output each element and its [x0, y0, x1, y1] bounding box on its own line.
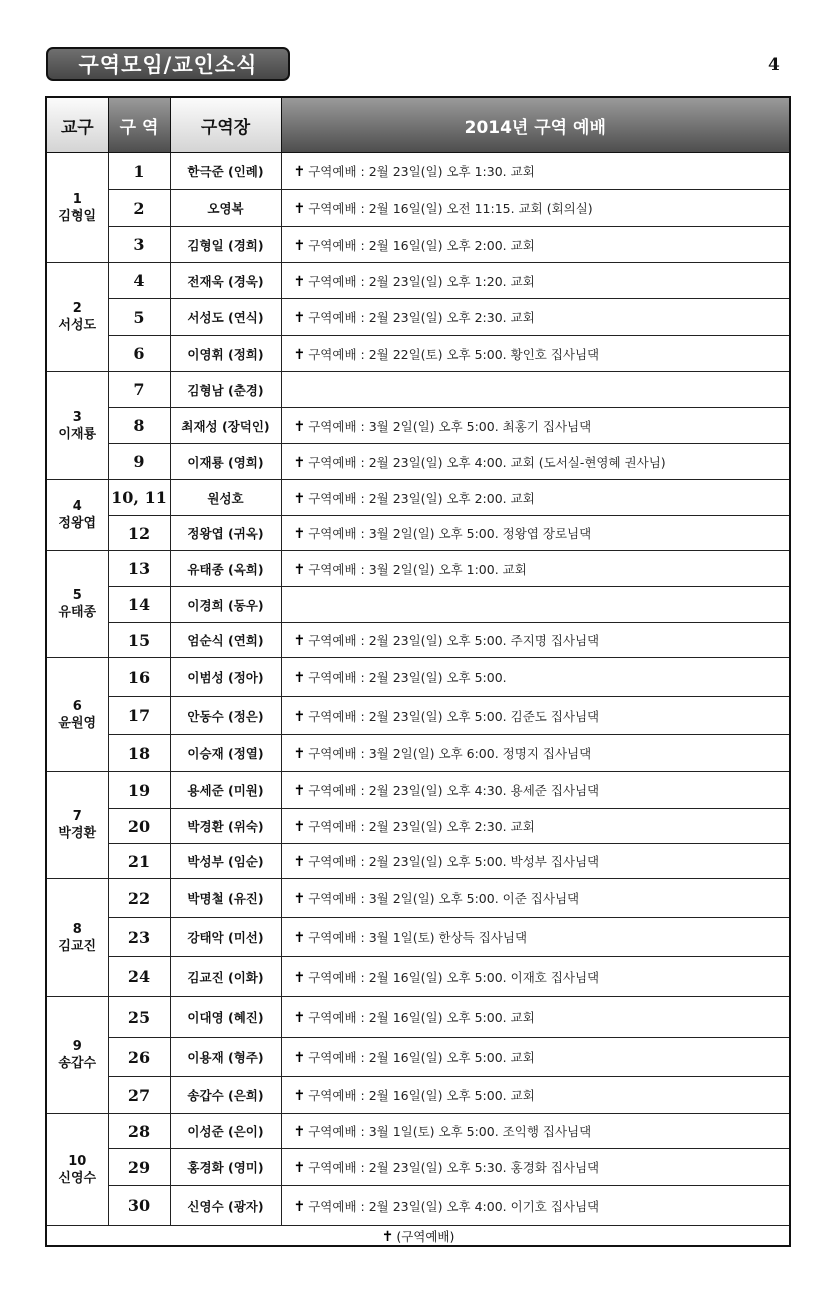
table-body	[46, 153, 790, 1247]
cross-icon: ✝	[293, 746, 306, 762]
cell-district-number: 29	[108, 1149, 170, 1186]
cell-leader: 이경희 (동우)	[170, 587, 281, 623]
service-text: 구역예배 : 2월 23일(일) 오후 5:30. 홍경화 집사님댁	[308, 1160, 600, 1175]
district-number: 10	[68, 1153, 87, 1169]
cell-service	[281, 299, 790, 336]
footer-note-text: (구역예배)	[396, 1228, 455, 1244]
cell-leader: 이성준 (은이)	[170, 1114, 281, 1149]
table-header-row	[46, 97, 790, 153]
cross-icon: ✝	[293, 783, 306, 799]
cell-service	[281, 735, 790, 772]
cross-icon: ✝	[293, 273, 306, 290]
service-text: 구역예배 : 2월 23일(일) 오후 4:00. 교회 (도서실-현영혜 권사님)	[308, 454, 666, 470]
cell-service	[281, 480, 790, 516]
table-row	[46, 408, 790, 444]
cross-icon: ✝	[293, 526, 306, 542]
service-text: 구역예배 : 2월 23일(일) 오후 2:00. 교회	[308, 490, 535, 506]
district-cell	[46, 772, 108, 879]
cell-district-number: 21	[108, 844, 170, 879]
cross-icon: ✝	[293, 418, 306, 435]
cell-service	[281, 227, 790, 263]
cross-icon: ✝	[293, 930, 306, 946]
cell-service	[281, 957, 790, 997]
cell-district-number: 28	[108, 1114, 170, 1149]
cell-leader: 신영수 (광자)	[170, 1186, 281, 1226]
table-row	[46, 372, 790, 408]
cell-leader: 박성부 (임순)	[170, 844, 281, 879]
district-number: 2	[72, 301, 82, 316]
table-row	[46, 1114, 790, 1149]
footer-row	[46, 1226, 790, 1247]
page-number: 4	[768, 55, 780, 75]
cell-district-number: 18	[108, 735, 170, 772]
cell-service	[281, 190, 790, 227]
service-text: 구역예배 : 2월 16일(일) 오전 11:15. 교회 (회의실)	[308, 201, 593, 216]
table-row	[46, 957, 790, 997]
service-text: 구역예배 : 3월 2일(일) 오후 1:00. 교회	[308, 561, 527, 577]
table-row	[46, 1149, 790, 1186]
district-cell	[46, 480, 108, 551]
service-text: 구역예배 : 2월 23일(일) 오후 1:20. 교회	[308, 273, 535, 289]
district-cell	[46, 658, 108, 772]
cross-icon: ✝	[293, 561, 306, 578]
table-row	[46, 844, 790, 879]
district-name: 정왕엽	[58, 516, 97, 531]
district-cell	[46, 551, 108, 658]
cross-icon: ✝	[293, 1050, 306, 1066]
cell-leader: 서성도 (연식)	[170, 299, 281, 336]
table-row	[46, 299, 790, 336]
cell-service	[281, 658, 790, 697]
cell-service	[281, 551, 790, 587]
cell-service	[281, 372, 790, 408]
cell-leader: 강태악 (미선)	[170, 918, 281, 957]
table-row	[46, 227, 790, 263]
table-row	[46, 444, 790, 480]
service-text: 구역예배 : 2월 23일(일) 오후 4:30. 용세준 집사님댁	[308, 783, 600, 798]
table-row	[46, 587, 790, 623]
service-text: 구역예배 : 3월 1일(토) 오후 5:00. 조익행 집사님댁	[308, 1124, 592, 1139]
district-number: 4	[72, 499, 82, 514]
cell-service	[281, 809, 790, 844]
service-text: 구역예배 : 3월 2일(일) 오후 5:00. 정왕엽 장로님댁	[308, 526, 592, 541]
table-row	[46, 623, 790, 658]
service-text: 구역예배 : 2월 23일(일) 오후 5:00. 주지명 집사님댁	[308, 633, 600, 648]
cell-leader: 전재욱 (경욱)	[170, 263, 281, 299]
cell-district-number: 23	[108, 918, 170, 957]
district-cell	[46, 263, 108, 372]
cross-icon: ✝	[293, 819, 306, 835]
table-row	[46, 997, 790, 1038]
table-row	[46, 336, 790, 372]
cross-icon: ✝	[293, 891, 306, 907]
table-row	[46, 1077, 790, 1114]
district-number: 6	[72, 698, 82, 714]
table-row	[46, 190, 790, 227]
cell-leader: 안동수 (정은)	[170, 697, 281, 735]
cell-leader: 원성호	[170, 480, 281, 516]
cell-district-number: 10, 11	[108, 480, 170, 516]
table-row	[46, 658, 790, 697]
cross-icon: ✝	[293, 310, 306, 326]
cell-district-number: 25	[108, 997, 170, 1038]
district-number: 1	[72, 191, 82, 207]
cell-leader: 이용재 (형주)	[170, 1038, 281, 1077]
service-text: 구역예배 : 2월 23일(일) 오후 1:30. 교회	[308, 164, 535, 179]
cell-district-number: 14	[108, 587, 170, 623]
service-text: 구역예배 : 2월 16일(일) 오후 5:00. 이재호 집사님댁	[308, 969, 600, 985]
district-number: 8	[72, 921, 82, 937]
service-text: 구역예배 : 3월 2일(일) 오후 6:00. 정명지 집사님댁	[308, 746, 592, 761]
cross-icon: ✝	[293, 201, 306, 217]
table-row	[46, 551, 790, 587]
cell-leader: 오영복	[170, 190, 281, 227]
cell-service	[281, 997, 790, 1038]
service-text: 구역예배 : 2월 23일(일) 오후 2:30. 교회	[308, 310, 535, 325]
cross-icon: ✝	[293, 346, 306, 363]
district-number: 3	[72, 409, 82, 425]
service-text: 구역예배 : 2월 23일(일) 오후 2:30. 교회	[308, 819, 535, 834]
district-number: 5	[72, 588, 82, 603]
cross-icon: ✝	[293, 1124, 306, 1140]
cell-district-number: 12	[108, 516, 170, 551]
district-name: 유태종	[58, 605, 97, 620]
cell-service	[281, 1149, 790, 1186]
cell-leader: 김형일 (경희)	[170, 227, 281, 263]
cell-leader: 이승재 (정열)	[170, 735, 281, 772]
cell-leader: 한극준 (인례)	[170, 153, 281, 190]
cell-district-number: 3	[108, 227, 170, 263]
cell-district-number: 30	[108, 1186, 170, 1226]
service-text: 구역예배 : 2월 16일(일) 오후 5:00. 교회	[308, 1088, 535, 1103]
cross-icon: ✝	[293, 854, 306, 870]
district-name: 김형일	[58, 208, 97, 224]
col-header-district: 구 역	[108, 97, 170, 153]
cross-icon: ✝	[293, 708, 306, 725]
col-header-leader: 구역장	[170, 97, 281, 153]
district-name: 신영수	[58, 1170, 97, 1186]
cell-leader: 김형남 (춘경)	[170, 372, 281, 408]
cell-service	[281, 772, 790, 809]
cross-icon: ✝	[293, 969, 306, 986]
service-text: 구역예배 : 3월 2일(일) 오후 5:00. 이준 집사님댁	[308, 891, 580, 906]
district-cell	[46, 879, 108, 997]
cell-leader: 이범성 (정아)	[170, 658, 281, 697]
cell-district-number: 6	[108, 336, 170, 372]
cell-service	[281, 263, 790, 299]
cell-district-number: 13	[108, 551, 170, 587]
cell-leader: 이영휘 (정희)	[170, 336, 281, 372]
cell-district-number: 2	[108, 190, 170, 227]
district-name: 송갑수	[58, 1056, 97, 1071]
cell-service	[281, 1077, 790, 1114]
cross-icon: ✝	[293, 1088, 306, 1104]
cell-district-number: 26	[108, 1038, 170, 1077]
cell-leader: 최재성 (장덕인)	[170, 408, 281, 444]
district-cell	[46, 1114, 108, 1226]
service-text: 구역예배 : 3월 2일(일) 오후 5:00. 최홍기 집사님댁	[308, 418, 592, 434]
service-text: 구역예배 : 2월 16일(일) 오후 2:00. 교회	[308, 237, 535, 253]
district-number: 7	[72, 809, 82, 824]
cross-icon: ✝	[293, 1160, 306, 1176]
district-name: 박경환	[58, 826, 97, 841]
cell-leader: 엄순식 (연희)	[170, 623, 281, 658]
district-schedule-table	[45, 96, 791, 1247]
table-row	[46, 772, 790, 809]
table-row	[46, 918, 790, 957]
cell-service	[281, 844, 790, 879]
cell-service	[281, 153, 790, 190]
cell-district-number: 5	[108, 299, 170, 336]
service-text: 구역예배 : 2월 23일(일) 오후 4:00. 이기호 집사님댁	[308, 1198, 600, 1214]
cell-service	[281, 516, 790, 551]
cell-service	[281, 918, 790, 957]
cell-district-number: 19	[108, 772, 170, 809]
district-cell	[46, 372, 108, 480]
cross-icon: ✝	[293, 1198, 306, 1215]
cell-leader: 이대영 (혜진)	[170, 997, 281, 1038]
service-text: 구역예배 : 3월 1일(토) 한상득 집사님댁	[308, 930, 528, 945]
cell-service	[281, 1114, 790, 1149]
cell-district-number: 24	[108, 957, 170, 997]
cell-leader: 박명철 (유진)	[170, 879, 281, 918]
cell-district-number: 15	[108, 623, 170, 658]
cell-district-number: 1	[108, 153, 170, 190]
cell-district-number: 7	[108, 372, 170, 408]
service-text: 구역예배 : 2월 16일(일) 오후 5:00. 교회	[308, 1050, 535, 1065]
service-text: 구역예배 : 2월 16일(일) 오후 5:00. 교회	[308, 1010, 535, 1025]
cell-service	[281, 1038, 790, 1077]
cross-icon: ✝	[293, 237, 306, 254]
cross-icon: ✝	[293, 490, 306, 507]
table-row	[46, 697, 790, 735]
cell-service	[281, 336, 790, 372]
table-row	[46, 263, 790, 299]
cross-icon: ✝	[293, 164, 306, 180]
cell-service	[281, 879, 790, 918]
cell-service	[281, 587, 790, 623]
table-row	[46, 1038, 790, 1077]
cell-leader: 송갑수 (은희)	[170, 1077, 281, 1114]
cell-district-number: 9	[108, 444, 170, 480]
table-row	[46, 480, 790, 516]
col-header-service: 2014년 구역 예배	[281, 97, 790, 153]
district-cell	[46, 153, 108, 263]
table-row	[46, 516, 790, 551]
district-name: 윤원영	[58, 715, 97, 731]
table-row	[46, 879, 790, 918]
table-row	[46, 735, 790, 772]
district-name: 이재룡	[58, 426, 97, 442]
cell-leader: 정왕엽 (귀옥)	[170, 516, 281, 551]
cell-leader: 유태종 (옥희)	[170, 551, 281, 587]
cell-service	[281, 1186, 790, 1226]
col-header-parish: 교구	[46, 97, 108, 153]
footer-note	[46, 1226, 790, 1247]
service-text: 구역예배 : 2월 22일(토) 오후 5:00. 황인호 집사님댁	[308, 346, 600, 362]
cell-service	[281, 697, 790, 735]
table-row	[46, 809, 790, 844]
service-text: 구역예배 : 2월 23일(일) 오후 5:00. 박성부 집사님댁	[308, 854, 600, 869]
cross-icon: ✝	[293, 454, 306, 471]
cell-district-number: 20	[108, 809, 170, 844]
cell-leader: 박경환 (위숙)	[170, 809, 281, 844]
section-title: 구역모임/교인소식	[46, 47, 290, 81]
cell-district-number: 22	[108, 879, 170, 918]
service-text: 구역예배 : 2월 23일(일) 오후 5:00. 김준도 집사님댁	[308, 708, 600, 724]
cell-leader: 김교진 (이화)	[170, 957, 281, 997]
cell-service	[281, 444, 790, 480]
service-text: 구역예배 : 2월 23일(일) 오후 5:00.	[308, 670, 507, 685]
table-row	[46, 1186, 790, 1226]
district-number: 9	[72, 1039, 82, 1054]
district-name: 김교진	[58, 938, 97, 954]
cross-icon: ✝	[293, 633, 306, 649]
cell-service	[281, 408, 790, 444]
cell-service	[281, 623, 790, 658]
cell-district-number: 16	[108, 658, 170, 697]
cell-leader: 용세준 (미원)	[170, 772, 281, 809]
table-row	[46, 153, 790, 190]
cross-icon: ✝	[381, 1228, 394, 1245]
cell-leader: 이재룡 (영희)	[170, 444, 281, 480]
cross-icon: ✝	[293, 1010, 306, 1026]
cell-district-number: 8	[108, 408, 170, 444]
cell-district-number: 17	[108, 697, 170, 735]
cross-icon: ✝	[293, 670, 306, 686]
cell-district-number: 4	[108, 263, 170, 299]
cell-leader: 홍경화 (영미)	[170, 1149, 281, 1186]
district-cell	[46, 997, 108, 1114]
cell-district-number: 27	[108, 1077, 170, 1114]
district-name: 서성도	[58, 318, 97, 333]
